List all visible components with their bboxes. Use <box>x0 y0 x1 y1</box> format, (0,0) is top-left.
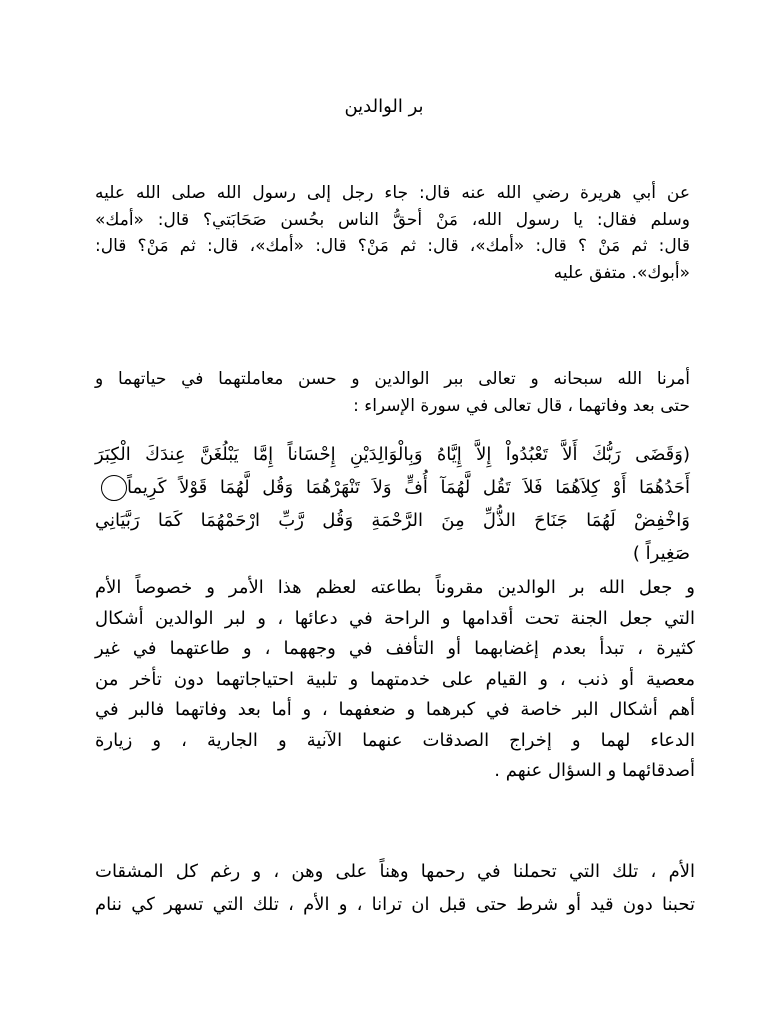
text-line: الدعاء لهما و إخراج الصدقات عنهما الآنية و الجارية ، و زيارة <box>95 729 695 751</box>
intro-paragraph <box>95 366 690 420</box>
text-line: عن أبي هريرة رضي الله عنه قال: جاء رجل إلى رسول الله صلى الله عليه <box>95 183 690 203</box>
text-line: و جعل الله بر الوالدين مقروناً بطاعته لعظم هذا الأمر و خصوصاً الأم <box>95 577 695 598</box>
quran-verse <box>95 438 690 570</box>
text-line: الأم ، تلك التي تحملنا في رحمها وهناً على وهن ، و رغم كل المشقات <box>95 861 695 882</box>
text-line: حتى بعد وفاتهما ، قال تعالى في سورة الإسراء : <box>353 396 690 416</box>
text-line: أمرنا الله سبحانه و تعالى ببر الوالدين و حسن معاملتهما في حياتهما و <box>95 369 690 389</box>
mother-paragraph <box>95 855 695 921</box>
text-line: أصدقائهما و السؤال عنهم . <box>494 760 695 781</box>
page-title: بر الوالدين <box>344 96 424 117</box>
text-line: التي جعل الجنة تحت أقدامها و الراحة في دعائها ، و لبر الوالدين أشكال <box>95 607 695 629</box>
text-line: وسلم فقال: يا رسول الله، مَنْ أحقُّ الناس بحُسن صَحَابَتي؟ قال: «أمك» <box>95 209 690 230</box>
text-line: قال: ثم مَنْ ؟ قال: «أمك»، قال: ثم مَنْ؟ قال: «أمك»، قال: ثم مَنْ؟ قال: <box>95 236 690 256</box>
verse-line-text: أَحَدُهُمَا أَوْ كِلاَهُمَا فَلاَ تَقُل لَّهُمَآ أُفٍّ وَلاَ تَنْهَرْهُمَا وَقُل لَّهُمَا قَوْلاً كَرِيماً <box>127 477 690 498</box>
text-line: معصية أو ذنب ، و القيام على خدمتهما و تلبية احتياجاتهما دون تأخر من <box>95 668 695 690</box>
verse-end-circle-icon <box>101 475 127 501</box>
verse-line: صَغِيراً ) <box>632 543 690 564</box>
hadith-paragraph <box>95 180 690 286</box>
text-line: كثيرة ، تبدأ بعدم إغضابهما أو التأفف في وجههما ، و طاعتهما في غير <box>95 638 695 659</box>
text-line: «أبوك». متفق عليه <box>553 262 690 283</box>
duties-paragraph <box>95 573 695 787</box>
verse-line: (وَقَضَى رَبُّكَ أَلاَّ تَعْبُدُواْ إِلاَّ إِيَّاهُ وَبِالْوَالِدَيْنِ إِحْسَاناً إِمَّا يَبْلُغَنَّ عِندَكَ الْكِبَرَ <box>95 444 690 465</box>
text-line: تحبنا دون قيد أو شرط حتى قبل ان ترانا ، و الأم ، تلك التي تسهر كي ننام <box>95 894 695 915</box>
verse-line: وَاخْفِضْ لَهُمَا جَنَاحَ الذُّلِّ مِنَ الرَّحْمَةِ وَقُل رَّبِّ ارْحَمْهُمَا كَمَا رَبَّيَانِي <box>95 510 690 531</box>
verse-line-with-mark <box>95 471 690 504</box>
text-line: أهم أشكال البر خاصة في كبرهما و ضعفهما ، و أما بعد وفاتهما فالبر في <box>95 699 695 720</box>
